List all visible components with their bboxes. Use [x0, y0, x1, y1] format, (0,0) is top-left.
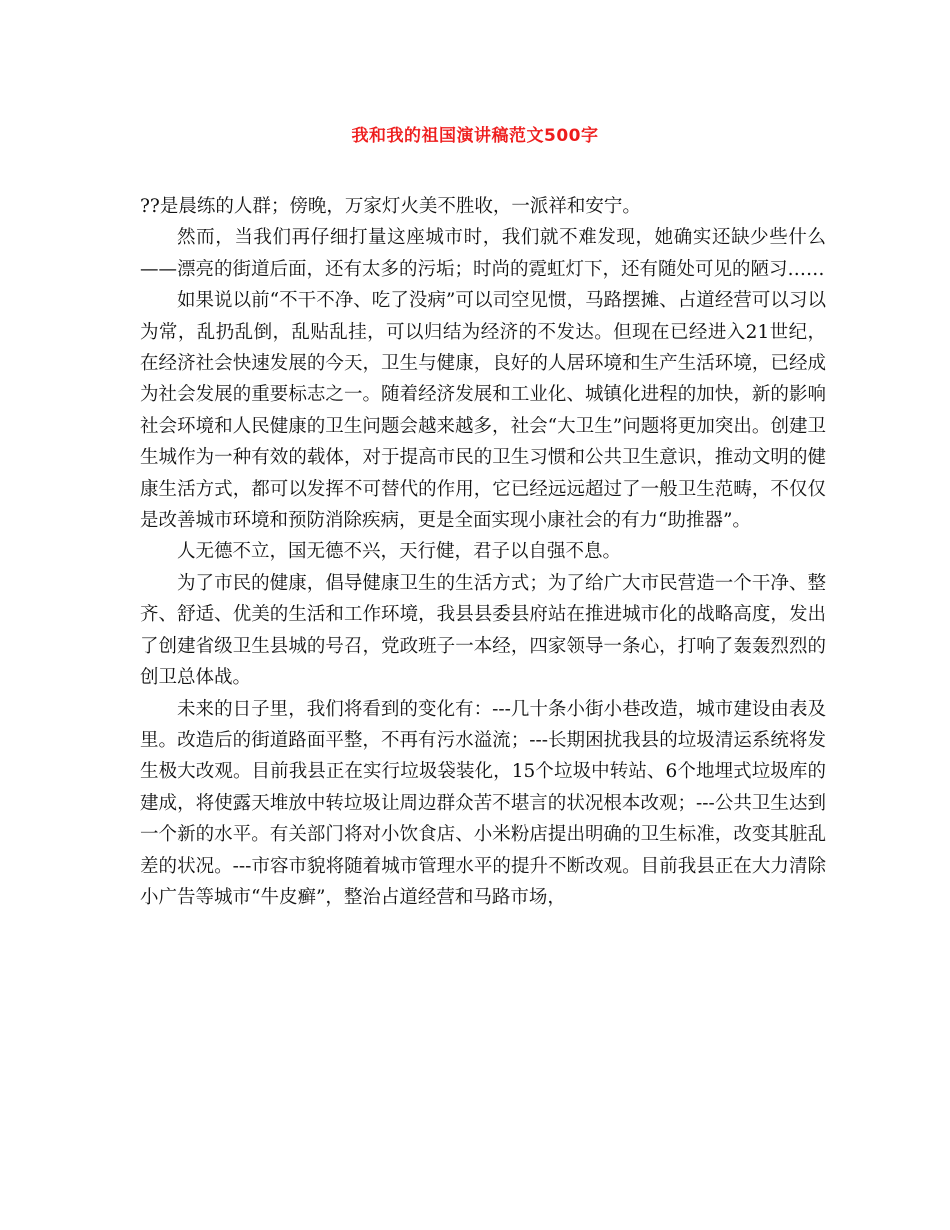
document-body: [140, 191, 826, 913]
paragraph-1: ??是晨练的人群；傍晚，万家灯火美不胜收，一派祥和安宁。: [140, 196, 641, 217]
paragraph-2: 然而，当我们再仔细打量这座城市时，我们就不难发现，她确实还缺少些什么——漂亮的街道后面，还有太多的污垢；时尚的霓虹灯下，还有随处可见的陋习……: [140, 227, 826, 280]
paragraph-6: 未来的日子里，我们将看到的变化有：---几十条小街小巷改造，城市建设由表及里。改造后的街道路面平整，不再有污水溢流；---长期困扰我县的垃圾清运系统将发生极大改观。目前我县正在实行垃圾袋装化，15个垃圾中转站、6个地埋式垃圾库的建成，将使露天堆放中转垃圾让周边群众苦不堪言的状况根本改观；---公共卫生达到一个新的水平。有关部门将对小饮食店、小米粉店提出明确的卫生标准，改变其脏乱差的状况。---市容市貌将随着城市管理水平的提升不断改观。目前我县正在大力清除小广告等城市“牛皮癣”，整治占道经营和马路市场，: [140, 698, 826, 908]
paragraph-3: 如果说以前“不干不净、吃了没病”可以司空见惯，马路摆摊、占道经营可以习以为常，乱扔乱倒，乱贴乱挂，可以归结为经济的不发达。但现在已经进入21世纪，在经济社会快速发展的今天，卫生与健康，良好的人居环境和生产生活环境，已经成为社会发展的重要标志之一。随着经济发展和工业化、城镇化进程的加快，新的影响社会环境和人民健康的卫生问题会越来越多，社会“大卫生”问题将更加突出。创建卫生城作为一种有效的载体，对于提高市民的卫生习惯和公共卫生意识，推动文明的健康生活方式，都可以发挥不可替代的作用，它已经远远超过了一般卫生范畴，不仅仅是改善城市环境和预防消除疾病，更是全面实现小康社会的有力“助推器”。: [140, 290, 826, 532]
paragraph-5: 为了市民的健康，倡导健康卫生的生活方式；为了给广大市民营造一个干净、整齐、舒适、优美的生活和工作环境，我县县委县府站在推进城市化的战略高度，发出了创建省级卫生县城的号召，党政班子一本经，四家领导一条心，打响了轰轰烈烈的创卫总体战。: [140, 572, 826, 689]
paragraph-4: 人无德不立，国无德不兴，天行健，君子以自强不息。: [177, 541, 622, 563]
document-title: 我和我的祖国演讲稿范文500字: [351, 126, 599, 146]
